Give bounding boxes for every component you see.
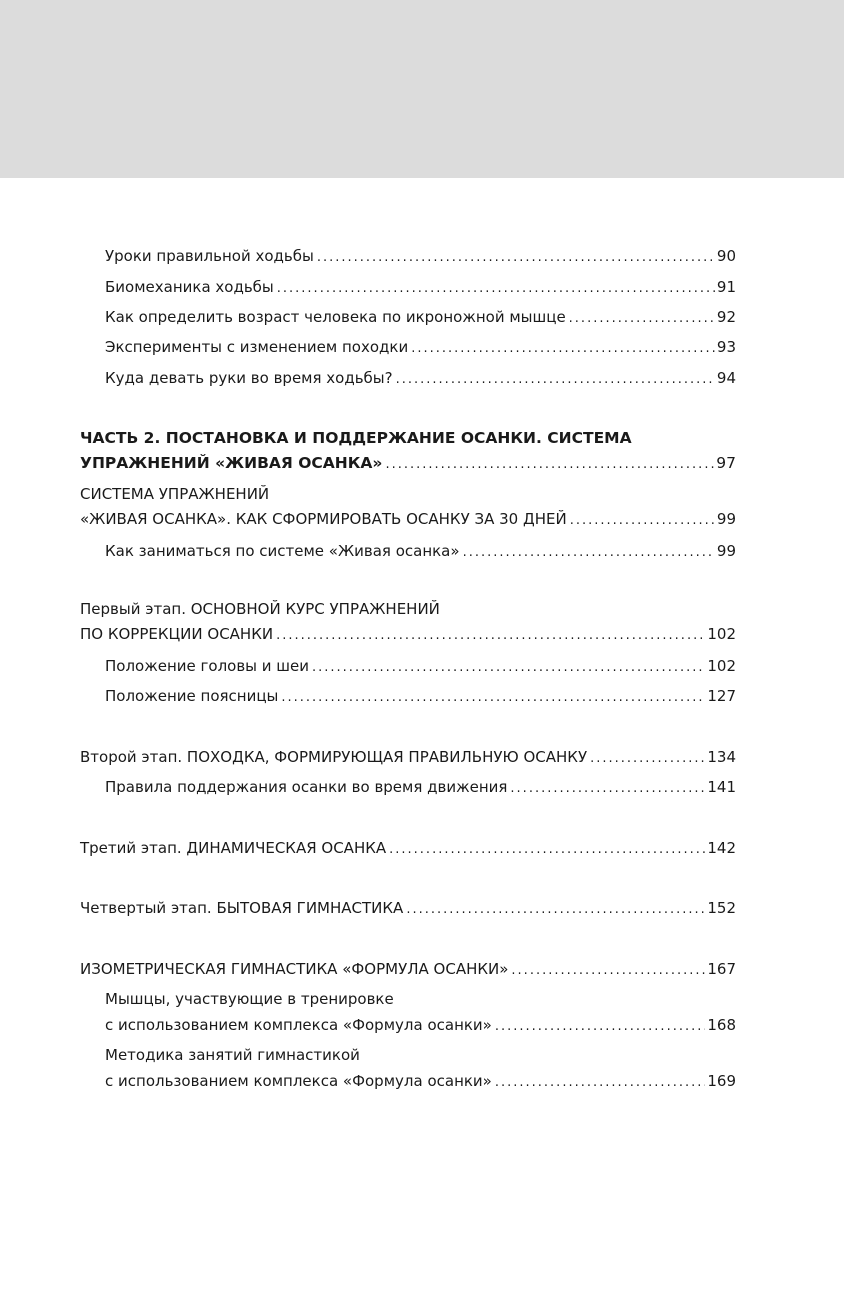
toc-entry[interactable]	[105, 337, 736, 359]
toc-entry-title: Правила поддержания осанки во время движения	[105, 778, 508, 796]
toc-entry-title: Положение головы и шеи	[105, 657, 310, 675]
toc-entry-title: Положение поясницы	[105, 687, 279, 705]
toc-section-line1: Первый этап. ОСНОВНОЙ КУРС УПРАЖНЕНИЙ	[80, 600, 440, 618]
toc-section[interactable]	[80, 599, 736, 646]
top-gray-band	[0, 0, 844, 178]
toc-section-line2: ПО КОРРЕКЦИИ ОСАНКИ	[80, 625, 274, 643]
toc-entry[interactable]	[105, 989, 736, 1037]
toc-entry-page: 168	[707, 1016, 736, 1034]
toc-part-heading[interactable]	[80, 428, 736, 475]
toc-entry[interactable]	[105, 541, 736, 563]
toc-entry-page: 94	[716, 369, 736, 387]
toc-entry[interactable]	[105, 246, 736, 268]
toc-entry-line1: Методика занятий гимнастикой	[105, 1046, 360, 1064]
toc-entry-line1: Мышцы, участвующие в тренировке	[105, 990, 394, 1008]
toc-section[interactable]	[80, 959, 736, 981]
toc-entry-page: 102	[707, 657, 736, 675]
toc-entry[interactable]	[105, 368, 736, 390]
dot-leader	[511, 961, 705, 981]
toc-entry-page: 127	[707, 687, 736, 705]
dot-leader	[277, 279, 715, 299]
toc-section-line1: СИСТЕМА УПРАЖНЕНИЙ	[80, 485, 270, 503]
toc-entry-page: 97	[716, 454, 736, 472]
toc-entry-page: 102	[707, 625, 736, 643]
toc-entry[interactable]	[105, 1045, 736, 1093]
dot-leader	[317, 248, 715, 268]
dot-leader	[276, 626, 705, 646]
toc-entry[interactable]	[105, 656, 736, 678]
dot-leader	[396, 370, 715, 390]
dot-leader	[495, 1073, 706, 1093]
toc-entry[interactable]	[105, 777, 736, 799]
toc-entry-page: 99	[716, 542, 736, 560]
dot-leader	[510, 779, 705, 799]
toc-entry-title: Эксперименты с изменением походки	[105, 338, 409, 356]
toc-entry-page: 169	[707, 1072, 736, 1090]
toc-entry-line2: с использованием комплекса «Формула осанки»	[105, 1016, 492, 1034]
toc-section[interactable]	[80, 898, 736, 920]
toc-section-title: Четвертый этап. БЫТОВАЯ ГИМНАСТИКА	[80, 899, 404, 917]
dot-leader	[385, 455, 714, 475]
toc-section-title: Третий этап. ДИНАМИЧЕСКАЯ ОСАНКА	[80, 839, 387, 857]
toc-section[interactable]	[80, 838, 736, 860]
toc-part-heading-line2: УПРАЖНЕНИЙ «ЖИВАЯ ОСАНКА»	[80, 454, 383, 472]
dot-leader	[281, 688, 705, 708]
dot-leader	[590, 749, 705, 769]
toc-entry-page: 167	[707, 960, 736, 978]
toc-section[interactable]	[80, 484, 736, 531]
toc-section-line2: «ЖИВАЯ ОСАНКА». КАК СФОРМИРОВАТЬ ОСАНКУ ЗА 30 ДНЕЙ	[80, 510, 567, 528]
toc-section-title: ИЗОМЕТРИЧЕСКАЯ ГИМНАСТИКА «ФОРМУЛА ОСАНКИ»	[80, 960, 509, 978]
toc-entry-page: 92	[716, 308, 736, 326]
toc-entry[interactable]	[105, 307, 736, 329]
dot-leader	[411, 339, 715, 359]
toc-entry-title: Биомеханика ходьбы	[105, 278, 274, 296]
toc-entry-page: 93	[716, 338, 736, 356]
toc-entry[interactable]	[105, 686, 736, 708]
toc-entry-page: 152	[707, 899, 736, 917]
toc-section[interactable]	[80, 747, 736, 769]
toc-entry-title: Как определить возраст человека по икроножной мышце	[105, 308, 566, 326]
toc-entry-page: 134	[707, 748, 736, 766]
toc-entry-title: Куда девать руки во время ходьбы?	[105, 369, 393, 387]
toc-entry-page: 142	[707, 839, 736, 857]
dot-leader	[312, 658, 705, 678]
dot-leader	[389, 840, 705, 860]
toc-entry-page: 99	[716, 510, 736, 528]
toc-entry-title: Уроки правильной ходьбы	[105, 247, 314, 265]
toc-section-title: Второй этап. ПОХОДКА, ФОРМИРУЮЩАЯ ПРАВИЛЬНУЮ ОСАНКУ	[80, 748, 588, 766]
dot-leader	[463, 543, 715, 563]
toc-entry-page: 90	[716, 247, 736, 265]
dot-leader	[570, 511, 715, 531]
dot-leader	[406, 900, 705, 920]
toc-entry-page: 91	[716, 278, 736, 296]
toc-entry-line2: с использованием комплекса «Формула осанки»	[105, 1072, 492, 1090]
toc-entry[interactable]	[105, 277, 736, 299]
dot-leader	[569, 309, 715, 329]
dot-leader	[495, 1017, 706, 1037]
toc-entry-title: Как заниматься по системе «Живая осанка»	[105, 542, 460, 560]
toc-part-heading-line1: ЧАСТЬ 2. ПОСТАНОВКА И ПОДДЕРЖАНИЕ ОСАНКИ. СИСТЕМА	[80, 429, 632, 447]
toc-entry-page: 141	[707, 778, 736, 796]
